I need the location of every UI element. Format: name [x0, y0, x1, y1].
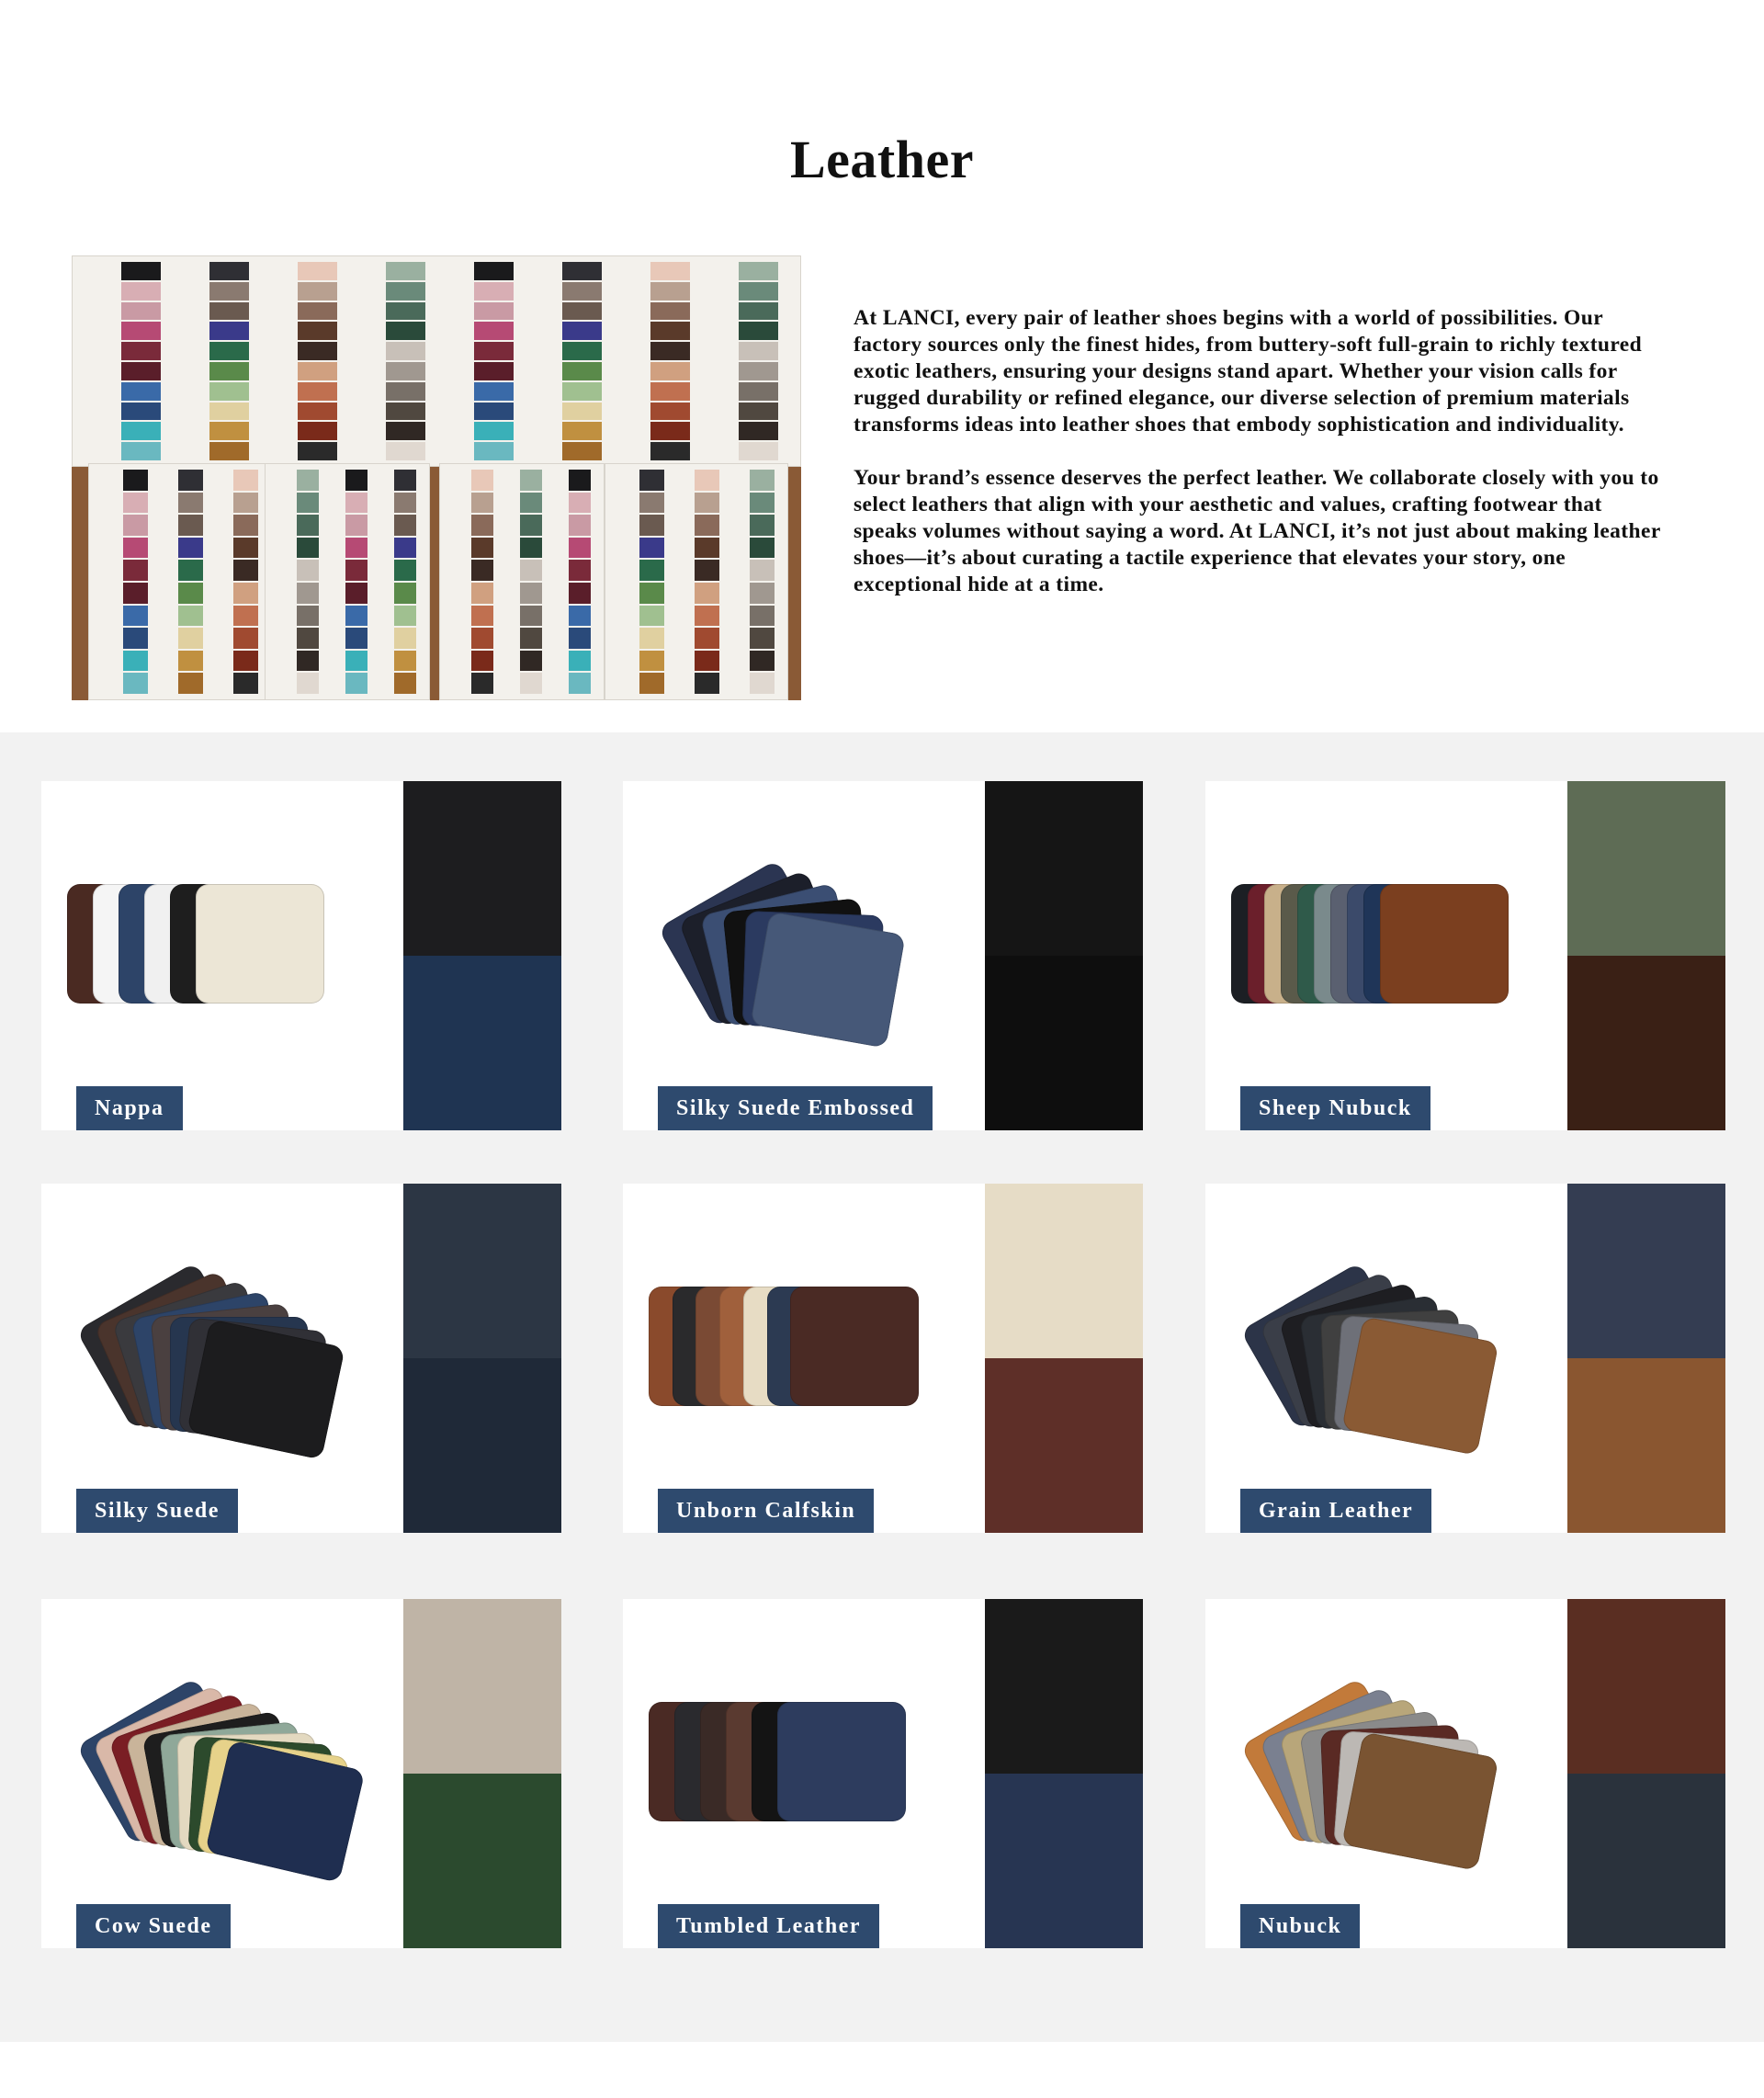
leather-tile[interactable] [623, 1184, 1143, 1533]
color-swatch [123, 538, 148, 559]
color-swatch [297, 560, 319, 581]
color-swatch [471, 651, 493, 672]
color-swatch [386, 403, 425, 421]
color-swatch [695, 583, 719, 604]
swatch-column [569, 470, 591, 694]
color-swatch [233, 538, 258, 559]
color-swatch [233, 515, 258, 536]
color-swatch [471, 628, 493, 649]
color-swatch [695, 493, 719, 514]
swatch-column [639, 470, 664, 694]
color-swatch [569, 673, 591, 694]
color-swatch [209, 382, 249, 401]
color-swatch [471, 673, 493, 694]
color-swatch [520, 470, 542, 491]
color-swatch [739, 442, 778, 460]
color-swatch [650, 422, 690, 440]
color-swatch [394, 673, 416, 694]
color-swatch [750, 583, 775, 604]
leather-label: Unborn Calfskin [658, 1489, 874, 1533]
texture-swatch-top [403, 781, 561, 956]
color-swatch [233, 673, 258, 694]
swatch-card [605, 463, 788, 700]
color-swatch [209, 282, 249, 301]
texture-swatch-top [1567, 1184, 1725, 1358]
color-swatch [569, 583, 591, 604]
leather-sample-photo [623, 781, 985, 1130]
color-swatch [121, 302, 161, 321]
color-swatch [178, 515, 203, 536]
color-swatch [233, 651, 258, 672]
color-swatch [474, 282, 514, 301]
color-swatch [750, 538, 775, 559]
color-swatch [123, 583, 148, 604]
color-swatch [178, 651, 203, 672]
color-swatch [123, 515, 148, 536]
color-swatch [739, 282, 778, 301]
color-swatch [386, 382, 425, 401]
color-swatch [298, 422, 337, 440]
color-swatch [569, 515, 591, 536]
leather-label: Sheep Nubuck [1240, 1086, 1430, 1130]
swatch-column [562, 262, 602, 460]
color-swatch [209, 422, 249, 440]
color-swatch [394, 538, 416, 559]
color-swatch [739, 362, 778, 380]
color-swatch [695, 673, 719, 694]
leather-swatch-piece [1380, 884, 1509, 1004]
swatch-column [750, 470, 775, 694]
color-swatch [123, 470, 148, 491]
color-swatch [178, 606, 203, 627]
leather-tile[interactable] [1205, 1184, 1725, 1533]
color-swatch [297, 651, 319, 672]
texture-swatch-top [985, 1184, 1143, 1358]
texture-swatch-top [403, 1599, 561, 1774]
color-swatch [569, 493, 591, 514]
color-swatch [739, 262, 778, 280]
color-swatch [233, 560, 258, 581]
color-swatch [298, 403, 337, 421]
color-swatch [471, 606, 493, 627]
color-swatch [209, 362, 249, 380]
intro-text [854, 305, 1662, 625]
color-swatch [297, 515, 319, 536]
color-swatch [562, 382, 602, 401]
leather-sample-photo [1205, 1184, 1567, 1533]
leather-label: Silky Suede [76, 1489, 238, 1533]
texture-swatch-top [985, 1599, 1143, 1774]
page-title: Leather [790, 130, 974, 189]
swatch-column [297, 470, 319, 694]
color-swatch [471, 470, 493, 491]
color-swatch [121, 282, 161, 301]
color-swatch [233, 470, 258, 491]
color-swatch [297, 538, 319, 559]
swatch-column [471, 470, 493, 694]
color-swatch [345, 606, 368, 627]
color-swatch [209, 302, 249, 321]
color-swatch [121, 362, 161, 380]
color-swatch [750, 651, 775, 672]
color-swatch [121, 262, 161, 280]
color-swatch [297, 470, 319, 491]
color-swatch [471, 583, 493, 604]
leather-sample-photo [1205, 1599, 1567, 1948]
color-swatch [695, 606, 719, 627]
color-swatch [386, 282, 425, 301]
color-swatch [233, 493, 258, 514]
swatch-column [178, 470, 203, 694]
color-swatch [121, 422, 161, 440]
color-swatch [298, 382, 337, 401]
color-swatch [298, 342, 337, 360]
color-swatch [474, 322, 514, 340]
color-swatch [650, 442, 690, 460]
color-swatch [569, 628, 591, 649]
color-swatch [639, 628, 664, 649]
color-swatch [209, 322, 249, 340]
color-swatch [345, 515, 368, 536]
texture-swatch-bottom [1567, 956, 1725, 1130]
texture-swatch-top [1567, 1599, 1725, 1774]
color-swatch [695, 470, 719, 491]
leather-sample-photo [41, 781, 403, 1130]
color-swatch [123, 673, 148, 694]
texture-swatch-bottom [985, 1774, 1143, 1948]
color-swatch [123, 628, 148, 649]
swatch-column [209, 262, 249, 460]
color-swatch [520, 583, 542, 604]
color-swatch [471, 560, 493, 581]
color-swatch [178, 628, 203, 649]
color-swatch [233, 628, 258, 649]
leather-sample-photo [623, 1184, 985, 1533]
color-swatch [178, 673, 203, 694]
color-swatch [739, 403, 778, 421]
color-swatch [394, 493, 416, 514]
color-swatch [386, 362, 425, 380]
texture-swatch-top [403, 1184, 561, 1358]
color-swatch [178, 470, 203, 491]
color-swatch [520, 628, 542, 649]
color-swatch [739, 302, 778, 321]
color-swatch [123, 560, 148, 581]
color-swatch [394, 560, 416, 581]
leather-sample-photo [623, 1599, 985, 1948]
color-swatch [520, 493, 542, 514]
color-swatch [345, 538, 368, 559]
color-swatch [345, 470, 368, 491]
texture-swatch-top [985, 781, 1143, 956]
swatch-card [72, 255, 801, 467]
swatch-column [123, 470, 148, 694]
color-swatch [650, 342, 690, 360]
swatch-column [520, 470, 542, 694]
leather-label: Cow Suede [76, 1904, 231, 1948]
color-swatch [471, 538, 493, 559]
color-swatch [298, 362, 337, 380]
swatch-card [439, 463, 605, 700]
color-swatch [739, 322, 778, 340]
color-swatch [471, 515, 493, 536]
color-swatch [569, 606, 591, 627]
color-swatch [471, 493, 493, 514]
color-swatch [569, 560, 591, 581]
color-swatch [178, 538, 203, 559]
swatch-column [650, 262, 690, 460]
color-swatch [750, 673, 775, 694]
swatch-column [695, 470, 719, 694]
color-swatch [639, 493, 664, 514]
color-swatch [121, 382, 161, 401]
color-swatch [123, 493, 148, 514]
color-swatch [639, 515, 664, 536]
color-swatch [520, 538, 542, 559]
texture-swatch-bottom [985, 1358, 1143, 1533]
color-swatch [520, 515, 542, 536]
leather-sample-photo [41, 1184, 403, 1533]
color-swatch [650, 403, 690, 421]
swatch-card [88, 463, 272, 700]
color-swatch [639, 583, 664, 604]
color-swatch [209, 403, 249, 421]
color-swatch [297, 606, 319, 627]
color-swatch [650, 362, 690, 380]
color-swatch [297, 673, 319, 694]
leather-label: Nappa [76, 1086, 183, 1130]
swatch-column [298, 262, 337, 460]
color-swatch [750, 470, 775, 491]
leather-swatch-piece [196, 884, 324, 1004]
color-swatch [209, 442, 249, 460]
leather-sample-photo [41, 1599, 403, 1948]
color-swatch [750, 515, 775, 536]
color-swatch [345, 583, 368, 604]
color-swatch [178, 493, 203, 514]
swatch-column [121, 262, 161, 460]
texture-swatch-bottom [1567, 1774, 1725, 1948]
color-swatch [750, 628, 775, 649]
color-swatch [394, 583, 416, 604]
intro-paragraph-2: Your brand’s essence deserves the perfect leather. We collaborate closely with you to select leathers that align with your aesthetic and values, crafting footwear that speaks volumes without saying a word. At LANCI, it’s not just about making leather shoes—it’s about curating a tactile experience that elevates your story, one exceptional hide at a time. [854, 466, 1661, 596]
leather-tile[interactable] [41, 1184, 561, 1533]
leather-label: Grain Leather [1240, 1489, 1431, 1533]
color-swatch [386, 262, 425, 280]
leather-sample-photo [1205, 781, 1567, 1130]
color-swatch [394, 651, 416, 672]
color-swatch [562, 422, 602, 440]
leather-tile[interactable] [41, 781, 561, 1130]
color-swatch [569, 470, 591, 491]
color-swatch [386, 342, 425, 360]
color-swatch [298, 322, 337, 340]
color-swatch [233, 606, 258, 627]
color-swatch [233, 583, 258, 604]
color-swatch [639, 538, 664, 559]
color-swatch [750, 606, 775, 627]
color-swatch [639, 560, 664, 581]
texture-swatch-top [1567, 781, 1725, 956]
color-swatch [474, 342, 514, 360]
color-swatch [520, 673, 542, 694]
color-swatch [639, 651, 664, 672]
color-swatch [345, 651, 368, 672]
color-swatch [639, 470, 664, 491]
color-swatch [298, 442, 337, 460]
color-swatch [474, 262, 514, 280]
color-swatch [297, 493, 319, 514]
color-swatch [569, 651, 591, 672]
color-swatch [639, 673, 664, 694]
color-swatch [520, 606, 542, 627]
color-swatch [178, 560, 203, 581]
color-swatch [298, 302, 337, 321]
color-swatch [394, 628, 416, 649]
swatch-column [394, 470, 416, 694]
color-swatch [695, 651, 719, 672]
color-swatch [123, 651, 148, 672]
swatch-column [474, 262, 514, 460]
color-swatch [562, 342, 602, 360]
color-swatch [345, 560, 368, 581]
color-swatch [695, 538, 719, 559]
leather-label: Silky Suede Embossed [658, 1086, 933, 1130]
color-swatch [695, 515, 719, 536]
texture-swatch-bottom [1567, 1358, 1725, 1533]
color-swatch [394, 515, 416, 536]
color-swatch [695, 560, 719, 581]
color-swatch [386, 442, 425, 460]
leather-tile[interactable] [1205, 781, 1725, 1130]
swatch-column [233, 470, 258, 694]
texture-swatch-bottom [985, 956, 1143, 1130]
leather-tile[interactable] [1205, 1599, 1725, 1948]
color-swatch [394, 606, 416, 627]
swatch-column [386, 262, 425, 460]
color-swatch [569, 538, 591, 559]
color-swatch [562, 282, 602, 301]
color-swatch [562, 322, 602, 340]
leather-swatch-piece [750, 911, 905, 1048]
color-swatch [739, 382, 778, 401]
color-swatch [650, 262, 690, 280]
color-swatch [121, 442, 161, 460]
color-swatch [121, 403, 161, 421]
color-swatch [394, 470, 416, 491]
leather-label: Nubuck [1240, 1904, 1360, 1948]
color-swatch [297, 583, 319, 604]
color-swatch [209, 342, 249, 360]
color-swatch [639, 606, 664, 627]
color-swatch [121, 342, 161, 360]
color-swatch [386, 422, 425, 440]
texture-swatch-bottom [403, 1774, 561, 1948]
color-swatch [386, 322, 425, 340]
color-swatch-chart [72, 255, 801, 700]
color-swatch [209, 262, 249, 280]
leather-swatch-piece [790, 1287, 919, 1406]
color-swatch [298, 262, 337, 280]
color-swatch [178, 583, 203, 604]
color-swatch [345, 673, 368, 694]
color-swatch [750, 560, 775, 581]
swatch-column [739, 262, 778, 460]
leather-swatch-piece [777, 1702, 906, 1821]
leather-tile[interactable] [41, 1599, 561, 1948]
color-swatch [474, 442, 514, 460]
color-swatch [474, 403, 514, 421]
color-swatch [474, 382, 514, 401]
color-swatch [520, 651, 542, 672]
color-swatch [650, 282, 690, 301]
color-swatch [750, 493, 775, 514]
color-swatch [345, 493, 368, 514]
color-swatch [739, 422, 778, 440]
swatch-column [345, 470, 368, 694]
color-swatch [650, 322, 690, 340]
color-swatch [298, 282, 337, 301]
intro-paragraph-1: At LANCI, every pair of leather shoes begins with a world of possibilities. Our factory sources only the finest hides, from buttery-soft full-grain to richly textured exotic leathers, ensuring your designs stand apart. Whether your vision calls for rugged durability or refined elegance, our diverse selection of premium materials transforms ideas into leather shoes that embody sophistication and individuality. [854, 306, 1643, 437]
color-swatch [695, 628, 719, 649]
color-swatch [345, 628, 368, 649]
color-swatch [121, 322, 161, 340]
color-swatch [386, 302, 425, 321]
color-swatch [650, 382, 690, 401]
color-swatch [474, 422, 514, 440]
leather-tile[interactable] [623, 1599, 1143, 1948]
color-swatch [739, 342, 778, 360]
color-swatch [650, 302, 690, 321]
leather-grid [0, 732, 1764, 2042]
color-swatch [123, 606, 148, 627]
color-swatch [562, 442, 602, 460]
leather-label: Tumbled Leather [658, 1904, 879, 1948]
color-swatch [562, 302, 602, 321]
color-swatch [474, 362, 514, 380]
color-swatch [562, 362, 602, 380]
texture-swatch-bottom [403, 956, 561, 1130]
color-swatch [474, 302, 514, 321]
swatch-card [265, 463, 430, 700]
color-swatch [297, 628, 319, 649]
color-swatch [520, 560, 542, 581]
texture-swatch-bottom [403, 1358, 561, 1533]
leather-tile[interactable] [623, 781, 1143, 1130]
color-swatch [562, 403, 602, 421]
color-swatch [562, 262, 602, 280]
